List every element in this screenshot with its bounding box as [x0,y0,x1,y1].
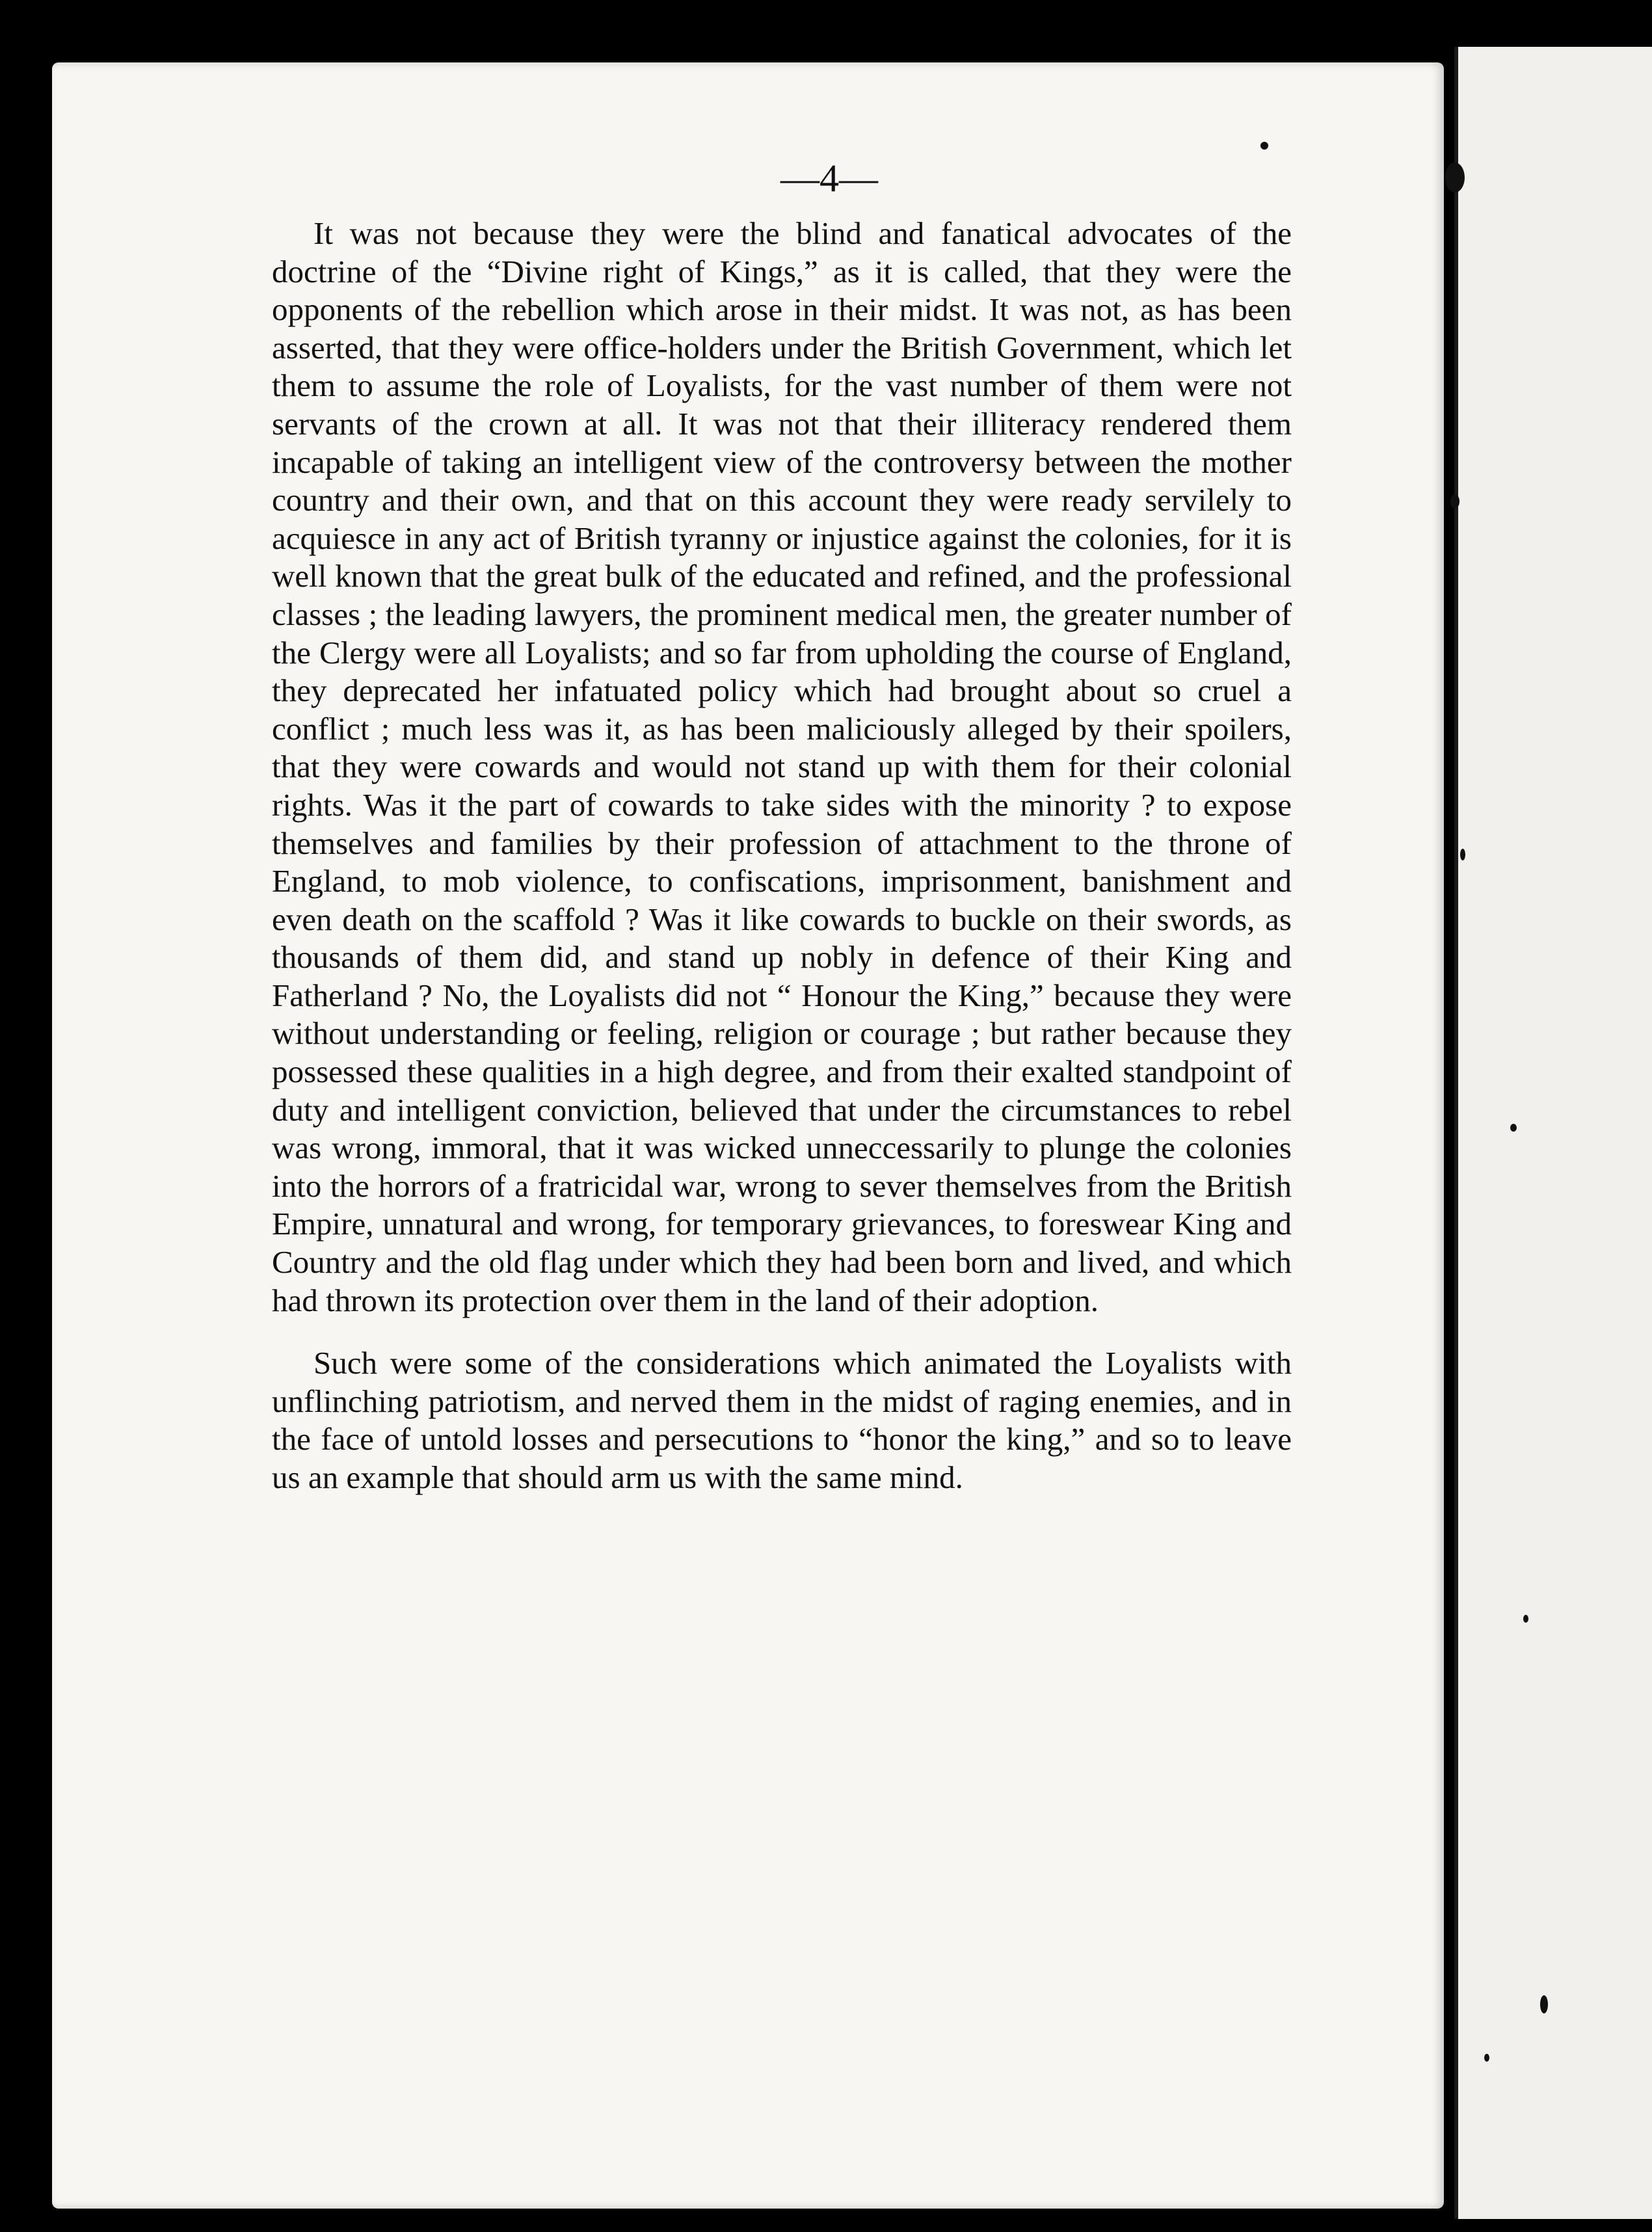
right-page-edge [1454,47,1652,2219]
binding-mark [1510,1124,1517,1132]
paragraph: Such were some of the considerations which animated the Loyalists with unflinching patriotism, and nerved them in the midst of raging enemies, and in the face of untold losses and persecutions to “honor the king,” and so to leave us an example that should arm us with the same mind. [272,1345,1292,1495]
binding-mark [1484,2054,1489,2062]
binding-mark [1460,849,1465,860]
paragraph: It was not because they were the blind and fanatical advocates of the doctrine of the “Divine right of Kings,” as it is called, that they were the opponents of the rebellion which arose in their midst. It was not, as has been asserted, that they were office-holders under the British Government, which let them to assume the role of Loyalists, for the vast number of them were not servants of the crown at all. It was not that their illiteracy rendered them incapable of taking an intelligent view of the controversy between the mother country and their own, and that on this account they were ready servilely to acquiesce in any act of British tyranny or injustice against the colonies, for it is well known that the great bulk of the educated and refined, and the professional classes ; the leading lawyers, the prominent medical men, the greater number of the Clergy were all Loyalists; and so far from upholding the course of England, they deprecated her infatuated policy which had brought about so cruel a conflict ; much less was it, as has been maliciously alleged by their spoilers, that they were cowards and would not stand up with them for their colonial rights. Was it the part of cowards to take sides with the minority ? to expose themselves and families by their profession of attachment to the throne of England, to mob violence, to confiscations, imprisonment, banishment and even death on the scaffold ? Was it like cowards to buckle on their swords, as thousands of them did, and stand up nobly in defence of their King and Fatherland ? No, the Loyalists did not “ Honour the King,” because they were without understanding or feeling, religion or courage ; but rather because they possessed these qualities in a high degree, and from their exalted standpoint of duty and intelligent conviction, believed that under the circumstances to rebel was wrong, immoral, that it was wicked unneccessarily to plunge the colonies into the horrors of a fratricidal war, wrong to sever themselves from the British Empire, unnatural and wrong, for temporary grievances, to foreswear King and Country and the old flag under which they had been born and lived, and which had thrown its protection over them in the land of their adoption. [272,215,1292,1318]
body-text [272,215,1292,1497]
binding-mark [1540,1995,1548,2013]
binding-mark [1260,142,1268,150]
page-number: —4— [780,157,878,200]
binding-mark [1450,494,1459,509]
binding-mark [1523,1615,1528,1623]
